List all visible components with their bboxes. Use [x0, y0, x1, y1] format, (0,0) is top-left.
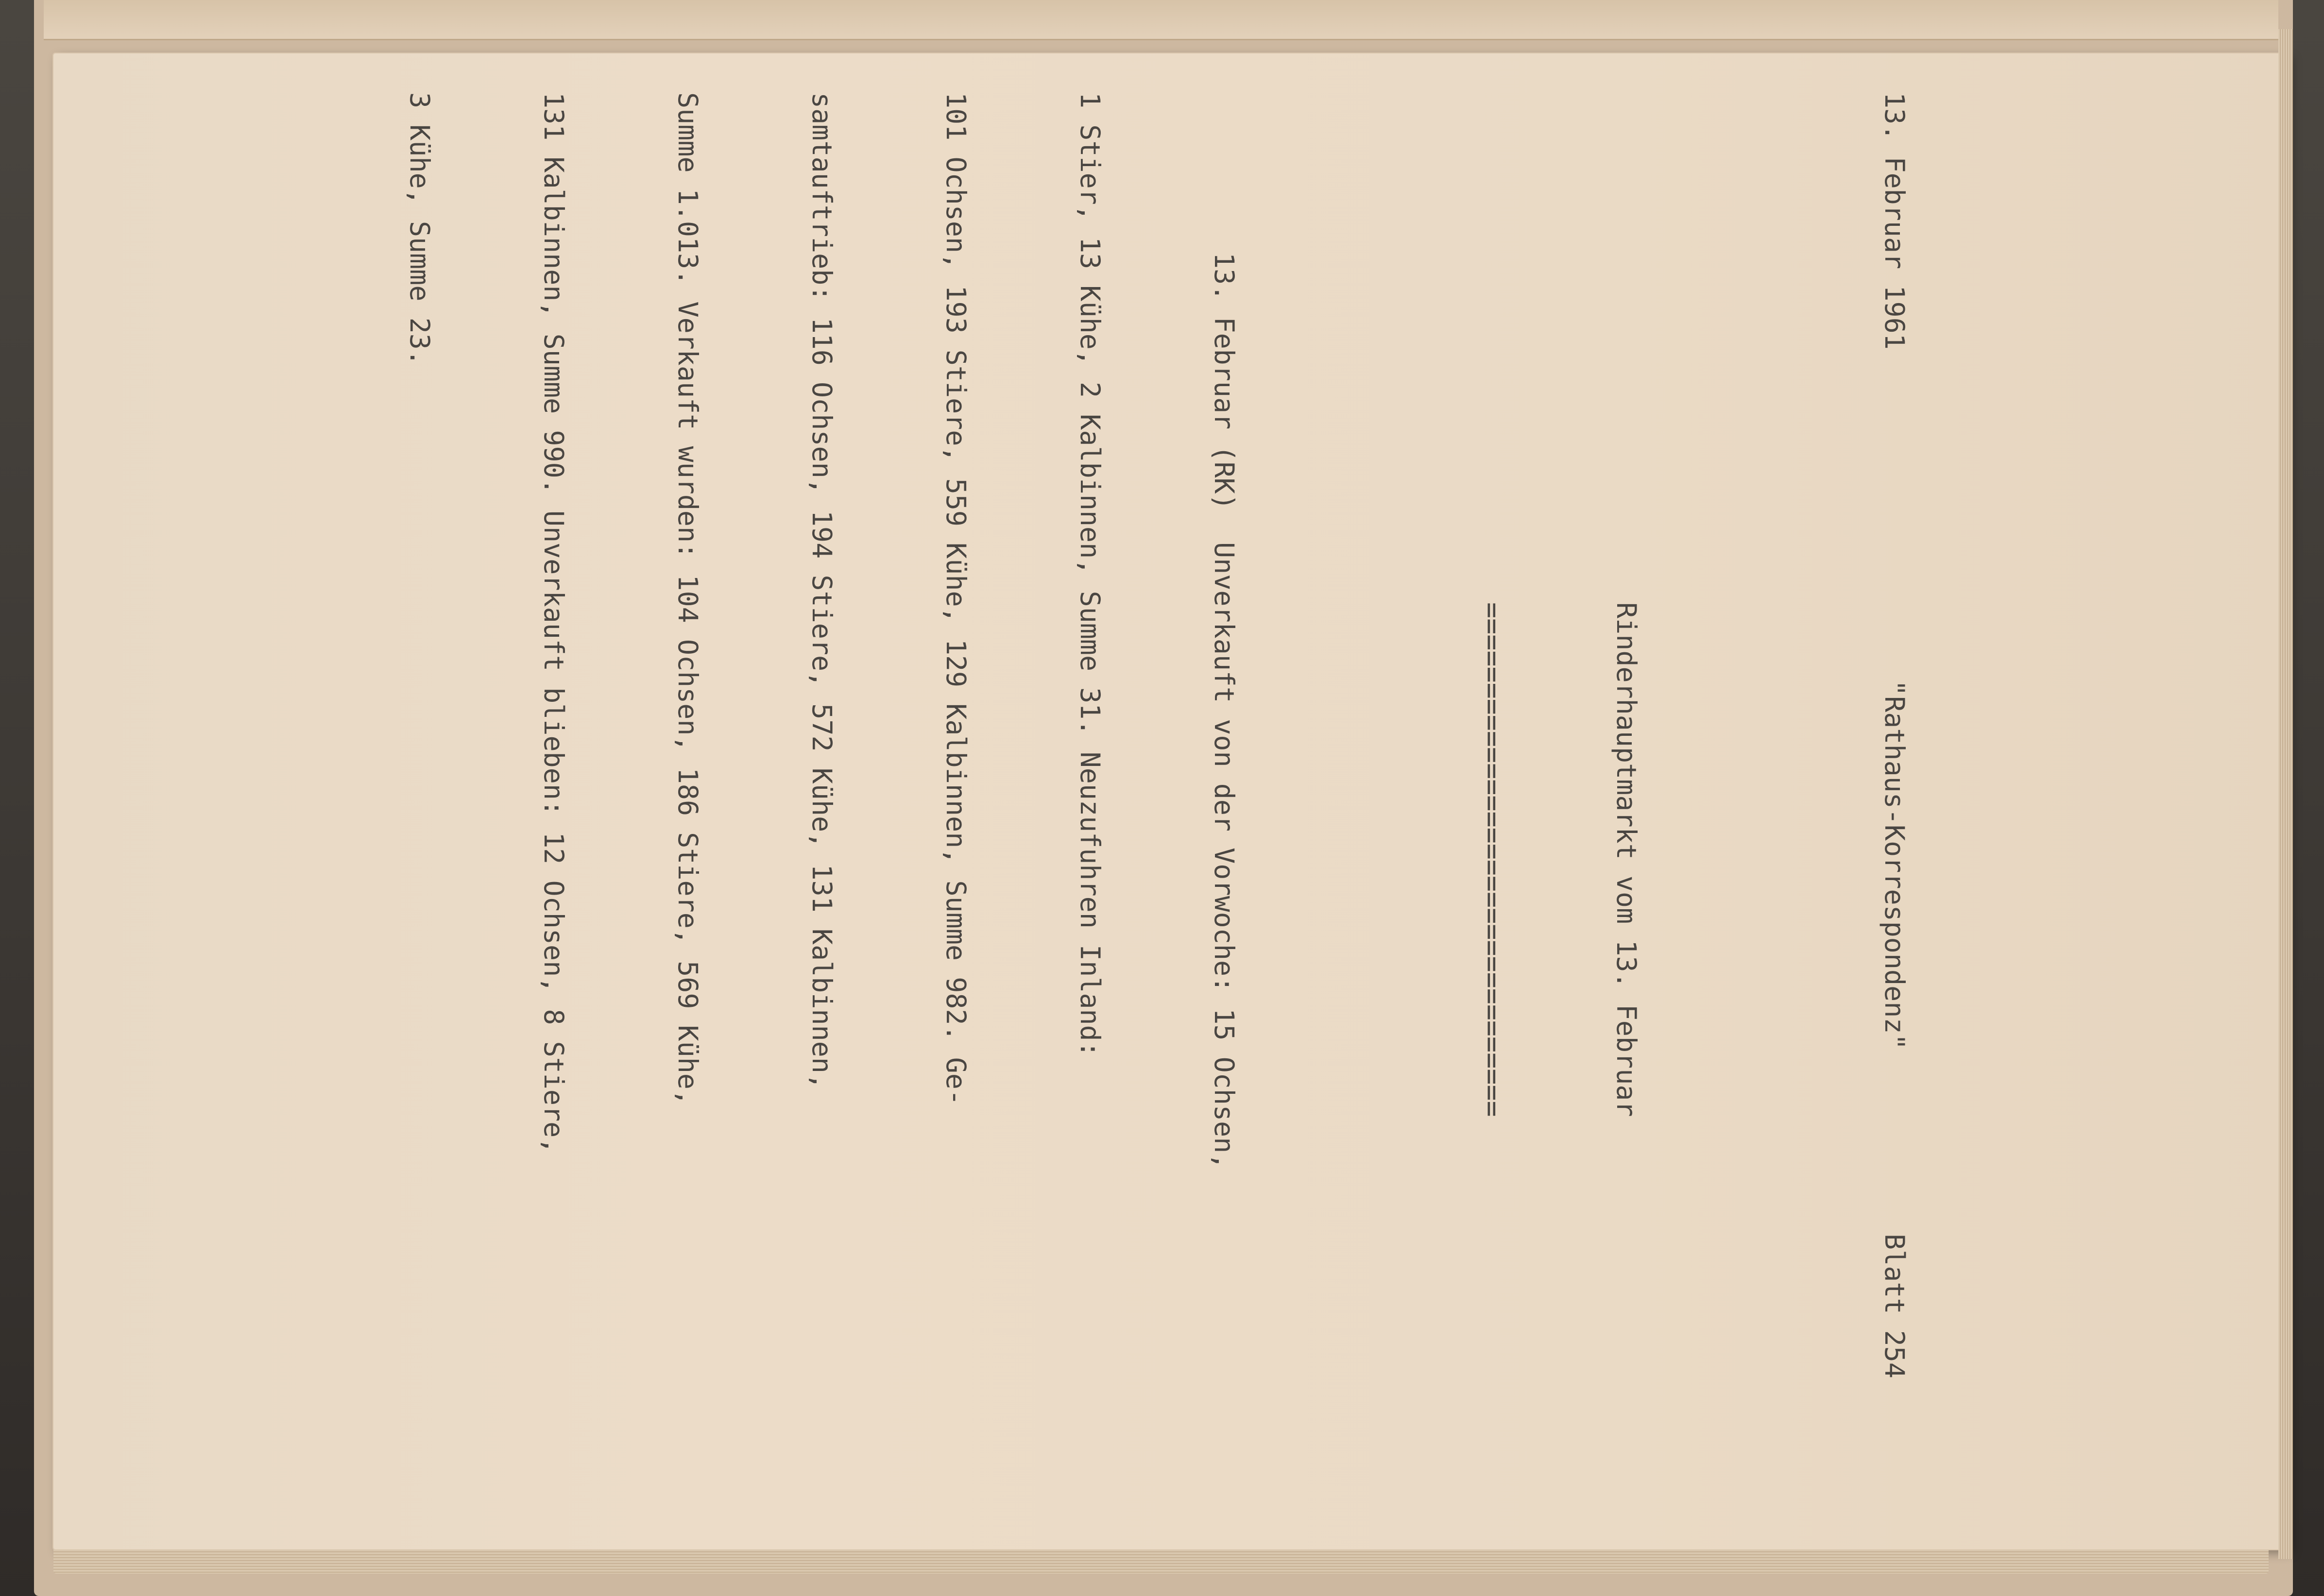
paragraph-prices — [0, 92, 85, 1404]
article-title-underline: ================================ — [1477, 602, 1508, 1117]
paragraph-supply — [308, 92, 1336, 1404]
paragraph-line: 131 Kalbinnen, Summe 990. Unverkauft blieben: 12 Ochsen, 8 Stiere, — [538, 92, 569, 1154]
page-stack-bottom — [53, 1549, 2269, 1574]
header-sheet-number: Blatt 254 — [1879, 1234, 1910, 1379]
paragraph-line: 3 Kühe, Summe 23. — [404, 92, 435, 366]
page-text — [379, 92, 2006, 1404]
header-date: 13. Februar 1961 — [1879, 92, 1910, 350]
paragraph-line: samtauftrieb: 116 Ochsen, 194 Stiere, 572 Kühe, 131 Kalbinnen, — [806, 92, 837, 1089]
paragraph-line: 13. Februar (RK) Unverkauft von der Vorwoche: 15 Ochsen, — [1209, 253, 1240, 1170]
paragraph-line: 1 Stier, 13 Kühe, 2 Kalbinnen, Summe 31. Neuzufuhren Inland: — [1075, 92, 1106, 1057]
page-stack-edge — [2278, 29, 2293, 1559]
paragraph-line: Summe 1.013. Verkauft wurden: 104 Ochsen, 186 Stiere, 569 Kühe, — [672, 92, 703, 1106]
article-title: Rinderhauptmarkt vom 13. Februar — [1611, 602, 1642, 1117]
previous-page-edge — [44, 0, 2278, 40]
header-source: "Rathaus-Korrespondenz" — [1879, 680, 1910, 1050]
paragraph-line: 101 Ochsen, 193 Stiere, 559 Kühe, 129 Kalbinnen, Summe 982. Ge- — [940, 92, 972, 1106]
page-header — [1872, 92, 1917, 1404]
